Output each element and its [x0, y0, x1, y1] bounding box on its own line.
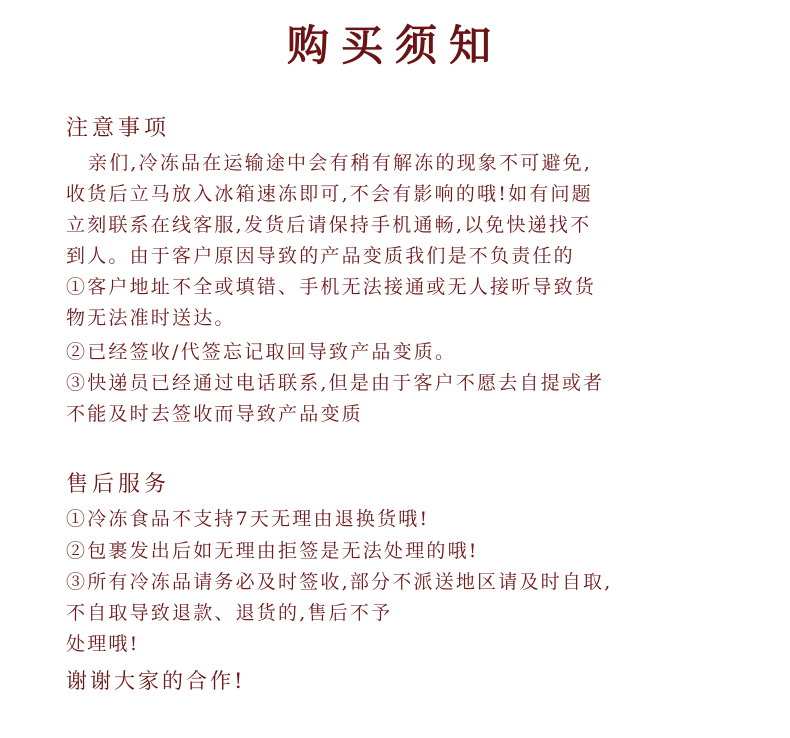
after-sales-line: 处理哦! [66, 633, 140, 655]
after-sales-line: ③所有冷冻品请务必及时签收,部分不派送地区请及时自取, [66, 571, 613, 593]
closing-thanks: 谢谢大家的合作! [66, 669, 246, 693]
notice-line: 立刻联系在线客服,发货后请保持手机通畅,以免快递找不 [66, 214, 592, 236]
notice-line: ②已经签收/代签忘记取回导致产品变质。 [66, 341, 457, 363]
page-title: 购买须知 [286, 21, 503, 70]
notice-line: ③快递员已经通过电话联系,但是由于客户不愿去自提或者 [66, 372, 605, 394]
notice-heading: 注意事项 [66, 116, 171, 141]
notice-line: ①客户地址不全或填错、手机无法接通或无人接听导致货 [66, 276, 597, 298]
after-sales-heading: 售后服务 [66, 472, 171, 497]
notice-line: 亲们,冷冻品在运输途中会有稍有解冻的现象不可避免, [88, 152, 593, 174]
after-sales-line: ②包裹发出后如无理由拒签是无法处理的哦! [66, 540, 479, 562]
notice-line: 到人。由于客户原因导致的产品变质我们是不负责任的 [66, 245, 575, 267]
after-sales-line: ①冷冻食品不支持7天无理由退换货哦! [66, 508, 430, 530]
notice-line: 收货后立马放入冰箱速冻即可,不会有影响的哦!如有问题 [66, 183, 593, 205]
notice-line: 物无法准时送达。 [66, 307, 236, 329]
notice-line: 不能及时去签收而导致产品变质 [66, 403, 363, 425]
after-sales-line: 不自取导致退款、退货的,售后不予 [66, 602, 393, 624]
